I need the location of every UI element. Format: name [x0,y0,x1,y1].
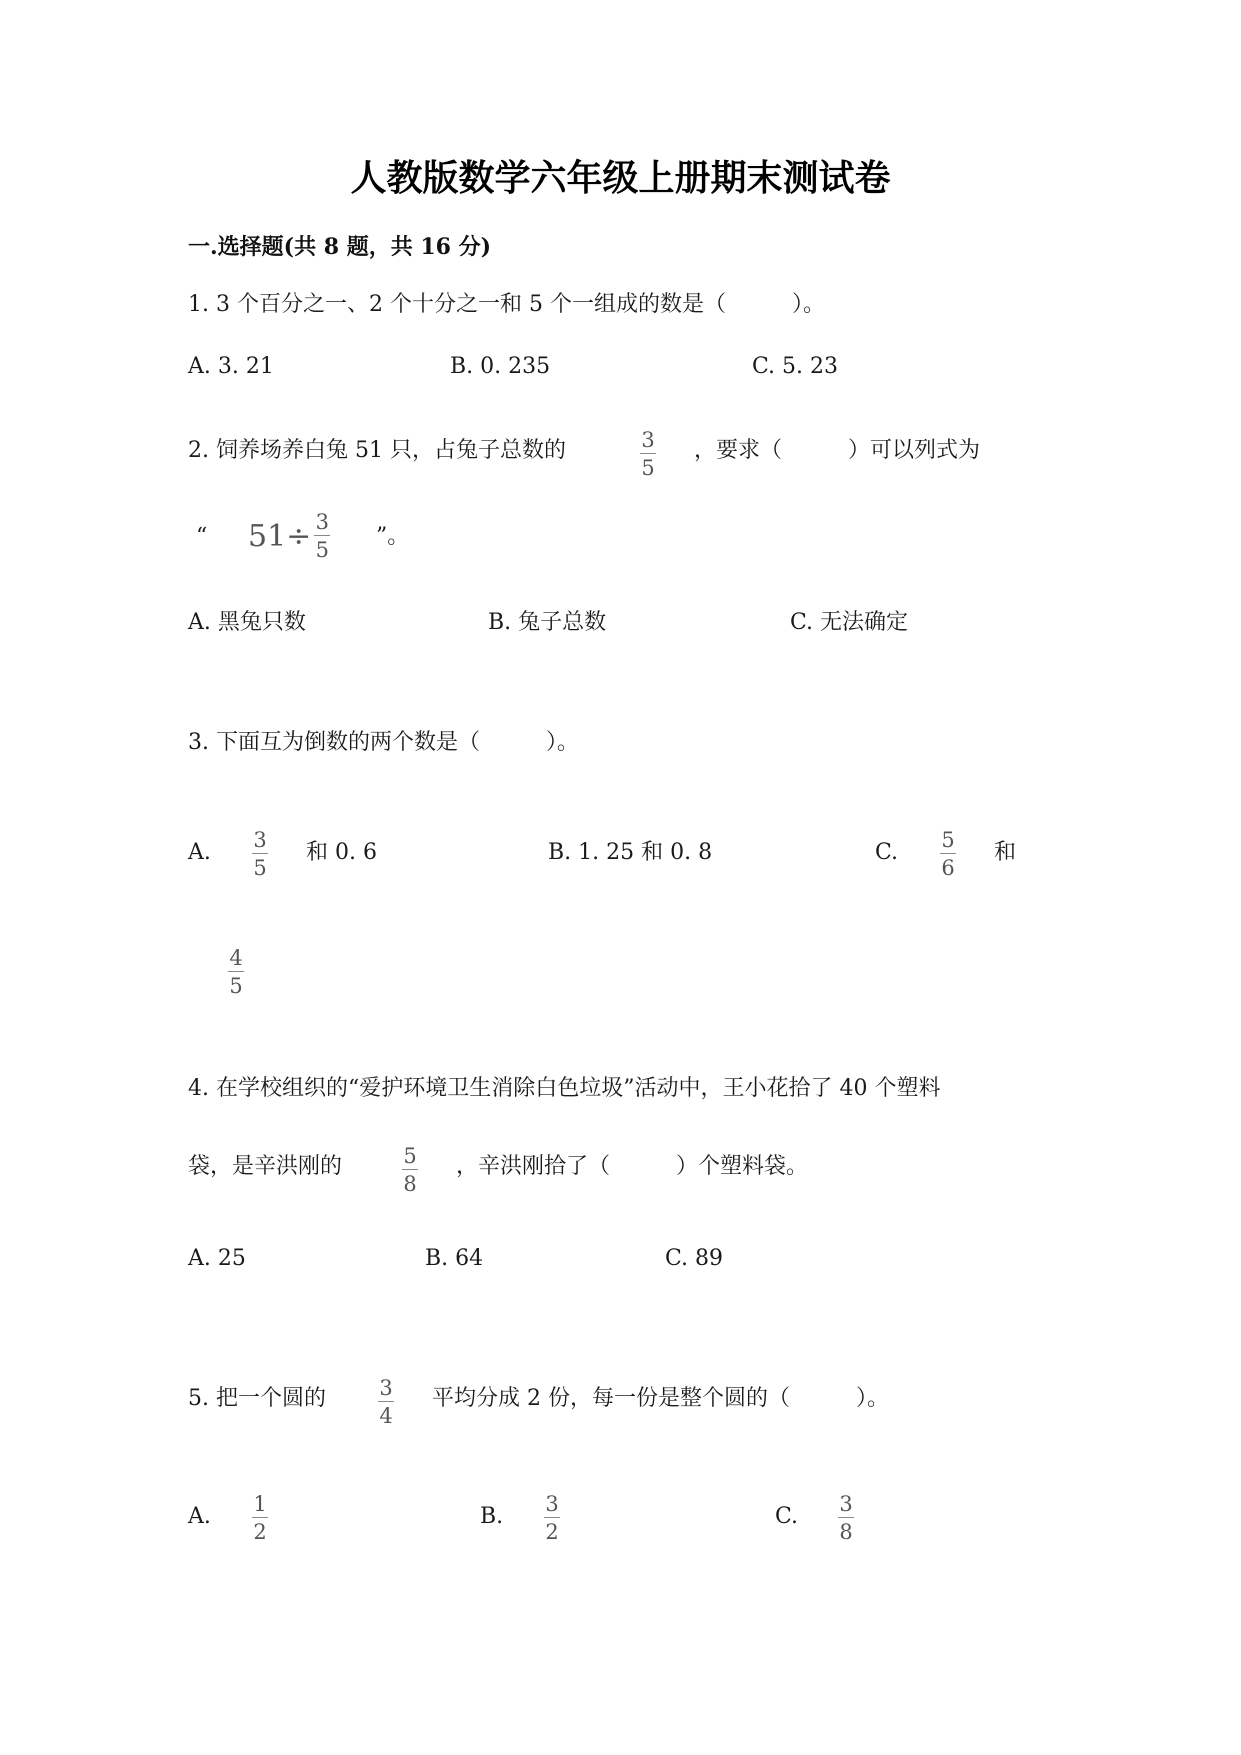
fraction-numerator: 1 [253,1492,267,1516]
question-4-option-c: C. 89 [665,1246,724,1271]
section-heading: 一.选择题(共 8 题，共 16 分) [188,234,492,260]
fraction-numerator: 5 [403,1144,417,1168]
fraction-bar [838,1517,854,1518]
question-4-fraction [402,1144,418,1196]
fraction-denominator: 8 [403,1172,417,1196]
question-2-fraction [640,428,656,480]
fraction-bar [402,1169,418,1170]
fraction-bar [228,971,244,972]
fraction-bar [544,1517,560,1518]
expression-fraction [314,510,330,562]
question-3-option-a-text: 和 0. 6 [306,840,377,865]
question-5-option-a-fraction [252,1492,268,1544]
question-4-stem-line2-part2: ，辛洪刚拾了（ ）个塑料袋。 [456,1154,809,1179]
fraction-bar [252,853,268,854]
fraction-denominator: 8 [839,1520,853,1544]
question-1-stem: 1. 3 个百分之一、2 个十分之一和 5 个一组成的数是（ ）。 [188,292,825,317]
question-2-expression [248,510,330,562]
question-5-option-b-fraction [544,1492,560,1544]
question-2-option-b: B. 兔子总数 [488,610,607,635]
fraction-numerator: 3 [379,1376,393,1400]
fraction-denominator: 5 [253,856,267,880]
fraction-denominator: 2 [545,1520,559,1544]
fraction-denominator: 6 [941,856,955,880]
question-3-option-b: B. 1. 25 和 0. 8 [548,840,713,865]
question-3-option-a-fraction [252,828,268,880]
question-5-fraction [378,1376,394,1428]
fraction-denominator: 5 [641,456,655,480]
fraction-numerator: 3 [545,1492,559,1516]
question-5-option-b-label: B. [480,1504,504,1529]
question-1-option-c: C. 5. 23 [752,354,839,379]
fraction-bar [640,453,656,454]
question-5-option-a-label: A. [188,1504,211,1529]
question-4-option-b: B. 64 [425,1246,484,1271]
question-5-option-c-fraction [838,1492,854,1544]
question-3-option-c-fraction [940,828,956,880]
question-2-quote-open: “ [196,524,208,549]
fraction-denominator: 5 [229,974,243,998]
question-2-stem-part1: 2. 饲养场养白兔 51 只，占兔子总数的 [188,438,566,463]
fraction-numerator: 5 [941,828,955,852]
fraction-denominator: 4 [379,1404,393,1428]
fraction-numerator: 3 [315,510,329,534]
question-2-option-c: C. 无法确定 [790,610,909,635]
question-5-stem-part2: 平均分成 2 份，每一份是整个圆的（ ）。 [432,1386,889,1411]
fraction-numerator: 3 [253,828,267,852]
page-title: 人教版数学六年级上册期末测试卷 [350,157,891,199]
fraction-bar [940,853,956,854]
question-3-option-c-text: 和 [994,840,1017,865]
question-4-stem-line2-part1: 袋，是辛洪刚的 [188,1154,343,1179]
question-2-option-a: A. 黑兔只数 [188,610,306,635]
question-3-option-c-label: C. [875,840,899,865]
question-1-option-a: A. 3. 21 [188,354,274,379]
fraction-numerator: 4 [229,946,243,970]
fraction-numerator: 3 [839,1492,853,1516]
question-3-option-c-second-fraction [228,946,244,998]
question-2-quote-close: ”。 [376,524,410,549]
expression-dividend: 51÷ [248,518,312,554]
question-3-stem: 3. 下面互为倒数的两个数是（ ）。 [188,730,579,755]
fraction-denominator: 2 [253,1520,267,1544]
fraction-denominator: 5 [315,538,329,562]
question-3-option-a-label: A. [188,840,211,865]
fraction-numerator: 3 [641,428,655,452]
question-2-stem-part2: ，要求（ ）可以列式为 [694,438,981,463]
fraction-bar [378,1401,394,1402]
fraction-bar [314,535,330,536]
question-4-stem-line1: 4. 在学校组织的“爱护环境卫生消除白色垃圾”活动中，王小花拾了 40 个塑料 [188,1076,941,1101]
fraction-bar [252,1517,268,1518]
question-5-stem-part1: 5. 把一个圆的 [188,1386,326,1411]
question-5-option-c-label: C. [775,1504,799,1529]
question-1-option-b: B. 0. 235 [450,354,551,379]
question-4-option-a: A. 25 [188,1246,246,1271]
